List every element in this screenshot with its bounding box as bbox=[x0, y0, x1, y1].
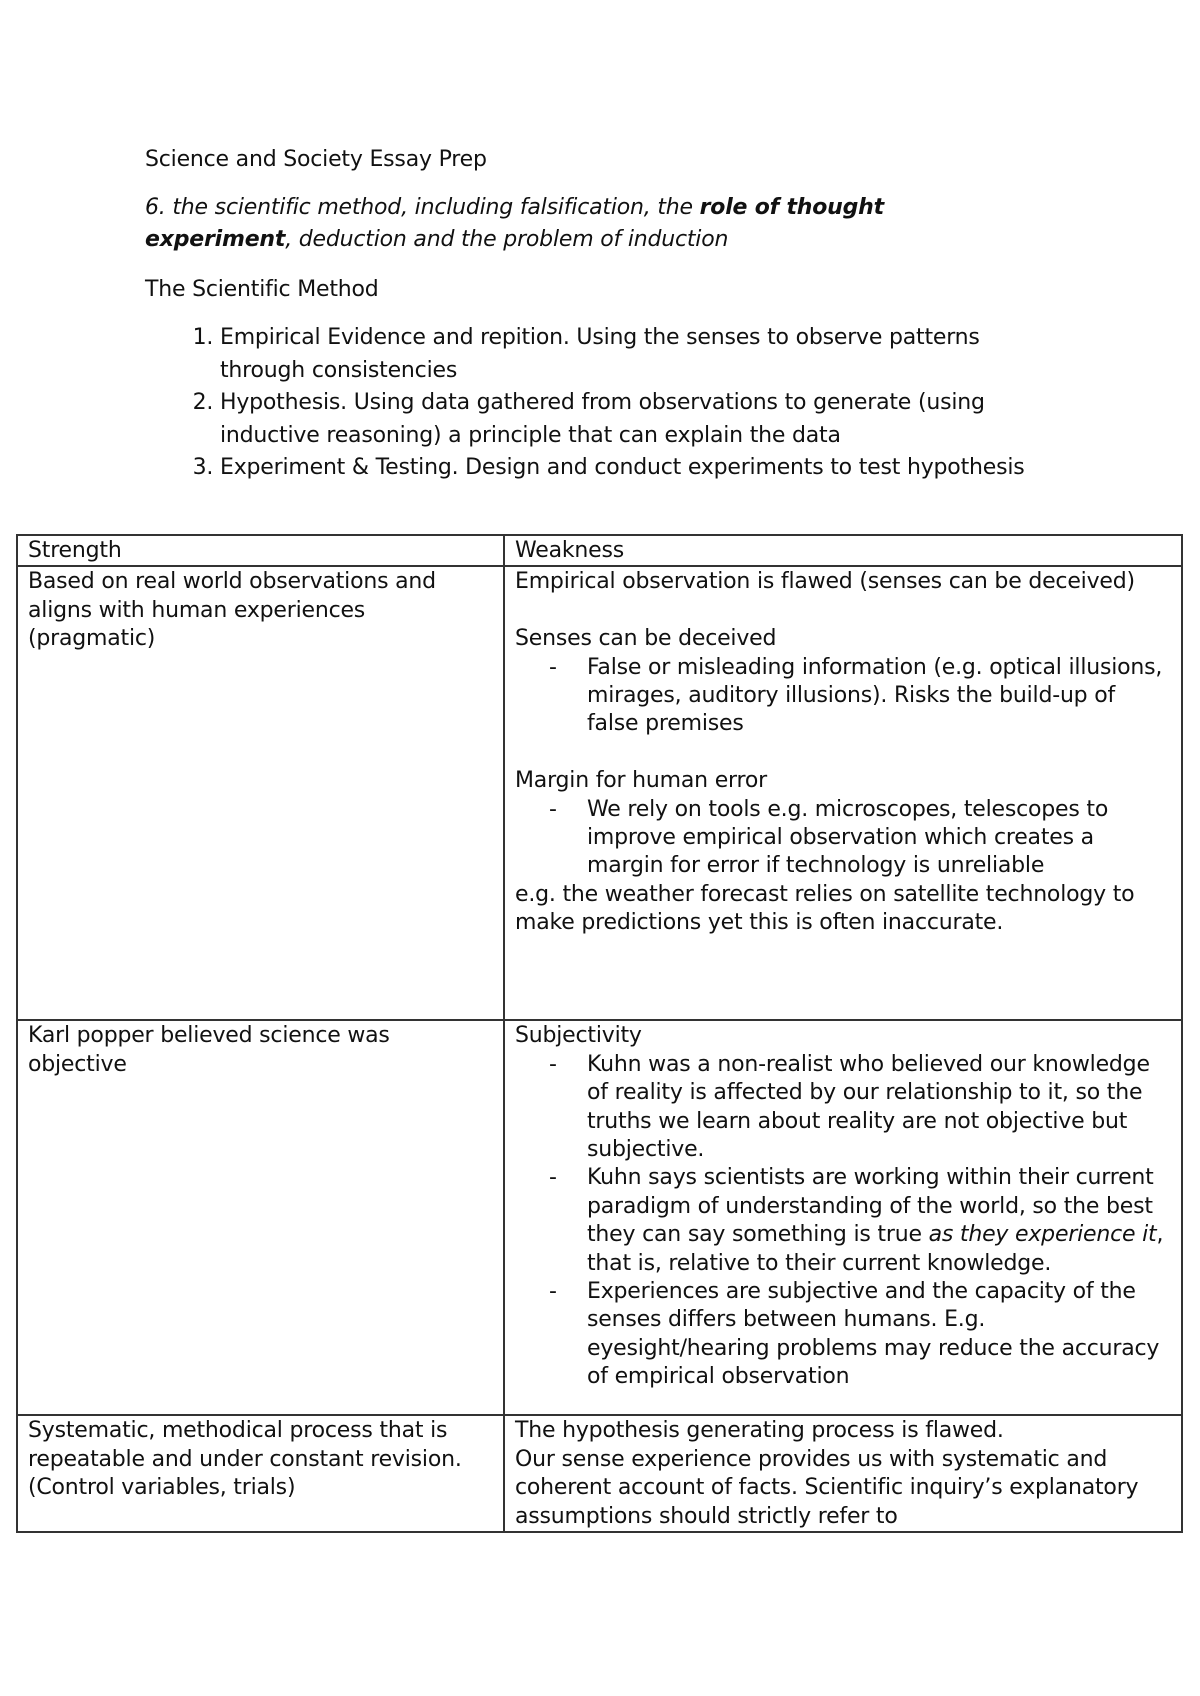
weakness-cell bbox=[504, 1415, 1182, 1532]
weakness-subheading: Margin for human error bbox=[515, 768, 767, 794]
document-title: Science and Society Essay Prep bbox=[145, 147, 487, 172]
spacer bbox=[515, 597, 1172, 625]
method-step: 1. Empirical Evidence and repition. Using the senses to observe patterns through consistencies bbox=[220, 322, 1040, 387]
method-step: 2. Hypothesis. Using data gathered from observations to generate (using inductive reasoning) a principle that can explain the data bbox=[220, 387, 1040, 452]
section-heading: The Scientific Method bbox=[145, 277, 379, 302]
bullet-item: - False or misleading information (e.g. optical illusions, mirages, auditory illusions). Risks the build-up of false premises bbox=[587, 654, 1172, 739]
topic-bold: role of thought experiment bbox=[145, 195, 884, 252]
spacer bbox=[515, 739, 1172, 767]
bullet-item bbox=[587, 1164, 1172, 1278]
bullet-list bbox=[515, 796, 1172, 881]
weakness-example: e.g. the weather forecast relies on satellite technology to make predictions yet this is often inaccurate. bbox=[515, 881, 1135, 936]
bullet-item: - Experiences are subjective and the capacity of the senses differs between humans. E.g. eyesight/hearing problems may reduce the accuracy of empirical observation bbox=[587, 1278, 1172, 1392]
method-step: 3. Experiment & Testing. Design and conduct experiments to test hypothesis bbox=[220, 452, 1040, 485]
table-row bbox=[17, 566, 1182, 1020]
essay-topic bbox=[145, 192, 1025, 256]
weakness-subheading: Senses can be deceived bbox=[515, 626, 777, 652]
weakness-intro: Empirical observation is flawed (senses can be deceived) bbox=[515, 569, 1135, 595]
bullet-text: , that is, relative to their current knowledge. bbox=[587, 1222, 1164, 1276]
weakness-cell bbox=[504, 566, 1182, 1020]
weakness-cell bbox=[504, 1020, 1182, 1415]
weakness-line: The hypothesis generating process is flawed. bbox=[515, 1418, 1004, 1444]
bullet-emphasis: as they experience it bbox=[928, 1222, 1157, 1248]
bullet-text: Kuhn says scientists are working within their current paradigm of understanding of the world, so the best they can say something is true bbox=[587, 1165, 1154, 1248]
strength-cell: Based on real world observations and aligns with human experiences (pragmatic) bbox=[17, 566, 504, 1020]
weakness-line: Our sense experience provides us with systematic and coherent account of facts. Scientific inquiry’s explanatory assumptions should strictly refer to bbox=[515, 1446, 1139, 1529]
table-header-row bbox=[17, 535, 1182, 566]
strength-cell: Karl popper believed science was objective bbox=[17, 1020, 504, 1415]
topic-prefix: 6. the scientific method, including falsification, the bbox=[145, 195, 700, 220]
bullet-item: - Kuhn was a non-realist who believed our knowledge of reality is affected by our relationship to it, so the truths we learn about reality are not objective but subjective. bbox=[587, 1051, 1172, 1165]
bullet-item: - We rely on tools e.g. microscopes, telescopes to improve empirical observation which creates a margin for error if technology is unreliable bbox=[587, 796, 1172, 881]
header-strength: Strength bbox=[17, 535, 504, 566]
weakness-subheading: Subjectivity bbox=[515, 1023, 642, 1049]
header-weakness: Weakness bbox=[504, 535, 1182, 566]
topic-suffix: , deduction and the problem of induction bbox=[285, 227, 729, 252]
table-row bbox=[17, 1415, 1182, 1532]
table-row bbox=[17, 1020, 1182, 1415]
method-steps-list bbox=[145, 322, 1040, 485]
strength-cell: Systematic, methodical process that is repeatable and under constant revision. (Control variables, trials) bbox=[17, 1415, 504, 1532]
bullet-list bbox=[515, 1051, 1172, 1392]
strength-weakness-table bbox=[16, 534, 1183, 1533]
bullet-list bbox=[515, 654, 1172, 739]
